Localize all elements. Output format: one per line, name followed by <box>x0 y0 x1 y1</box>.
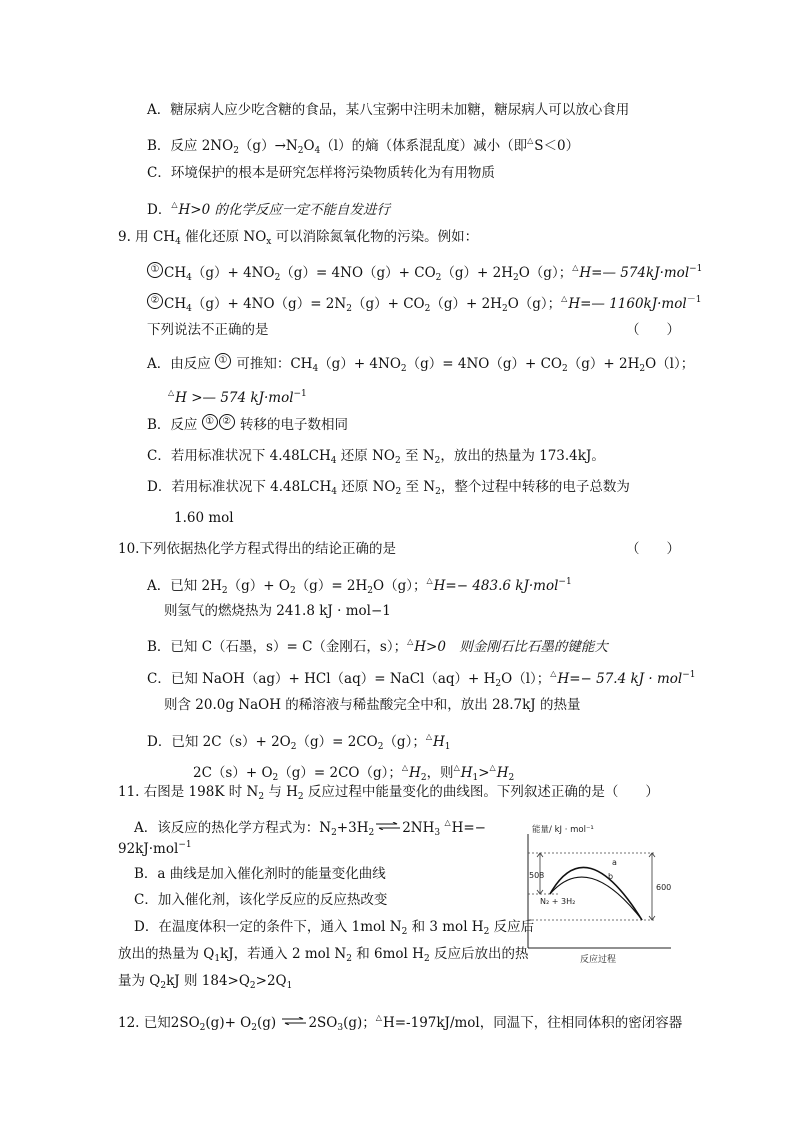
delta-symbol: △ <box>407 637 414 646</box>
value-508: 508 <box>529 871 545 880</box>
delta-symbol: △ <box>550 669 557 678</box>
q11-option-d: D．在温度体积一定的条件下，通入 1mol $N_2$ 和 3 mol $H_2$ 反应后 <box>134 919 535 937</box>
equilibrium-arrow-icon <box>282 1017 306 1025</box>
delta-symbol: △ <box>375 1013 382 1022</box>
q10-stem: 10.下列依据热化学方程式得出的结论正确的是 <box>118 541 396 557</box>
circled-number-2: ② <box>147 293 163 309</box>
circled-number-2: ② <box>219 414 235 430</box>
delta-symbol: △ <box>171 200 178 209</box>
q9-option-d: D．若用标准状况下 $4.48LCH_4$ 还原 $NO_2$ 至 $N_2$，整个过程中转移的电子总数为 <box>147 479 630 497</box>
q9-option-a-cont: △H >— 574 kJ·mol$^{-1}$ <box>168 388 307 406</box>
q11-option-b: B．a 曲线是加入催化剂时的能量变化曲线 <box>134 866 386 882</box>
q9-option-d-cont: 1.60 mol <box>174 510 234 526</box>
q8-option-c: C．环境保护的根本是研究怎样将污染物质转化为有用物质 <box>147 165 495 181</box>
value-600: 600 <box>656 883 672 892</box>
q9-equation-1: ① $CH_4(g)+ 4NO_2(g)= 4NO(g)+ CO_2(g)+ 2H_2O(g)$；△H=— 574kJ·mol$^{-1}$ <box>147 258 702 283</box>
circled-number-1: ① <box>147 262 163 278</box>
q11-option-c: C．加入催化剂，该化学反应的反应热改变 <box>134 892 388 908</box>
delta-symbol: △ <box>453 763 460 772</box>
q9-equation-2: ② $CH_4(g)+ 4NO(g)= 2N_2(g)+ CO_2(g)+ 2H_2O(g)$；△H=— 1160kJ·mol$^{-1}$ <box>147 289 701 314</box>
curve-a-label: a <box>612 858 617 867</box>
curve-b-label: b <box>608 872 614 881</box>
x-axis-label: 反应过程 <box>580 955 617 965</box>
reactants-label: N₂ + 3H₂ <box>540 897 576 906</box>
circled-number-1: ① <box>202 414 218 430</box>
y-axis-label: 能量/ kJ · mol⁻¹ <box>532 825 594 835</box>
q9-option-b: B．反应 ① ② 转移的电子数相同 <box>147 416 349 433</box>
delta-symbol: △ <box>444 818 451 827</box>
q12-stem: 12. 已知$2SO_2(g)+ O_2(g)$ $2SO_3(g)$；△H=-197kJ/mol，同温下，往相同体积的密闭容器 <box>118 1013 683 1033</box>
q10-option-d-cont: $2C(s)+ O_2(g)= 2CO(g)$；$^\triangle H_2$，则$^\triangle H_1>^\triangle H_2$ <box>193 763 515 783</box>
delta-symbol: △ <box>425 732 432 741</box>
equilibrium-arrow-icon <box>376 822 400 830</box>
delta-symbol: △ <box>401 763 409 772</box>
q10-option-d: D．已知 $2C(s)+ 2O_2(g)= 2CO_2(g)$；$^\triangle H_1$ <box>147 732 451 752</box>
q9-answer-bracket: （ ） <box>626 322 680 338</box>
q9-stem: 9. 用 $CH_4$ 催化还原 $NO_x$ 可以消除氮氧化物的污染。例如： <box>118 229 479 247</box>
q9-option-a: A．由反应 ① 可推知：$CH_4(g)+ 4NO_2(g)= 4NO(g)+ CO_2(g)+ 2H_2O(l)$； <box>147 355 695 374</box>
q10-option-a: A．已知 $2H_2(g)+ O_2(g)= 2H_2O(g)$；△H=− 483.6 kJ·mol$^{-1}$ <box>147 576 572 596</box>
delta-symbol: △ <box>572 263 579 272</box>
delta-symbol: △ <box>527 136 534 145</box>
q11-stem: 11. 右图是 198K 时 $N_2$ 与 $H_2$ 反应过程中能量变化的曲线图。下列叙述正确的是（ ） <box>118 784 659 802</box>
q10-option-c-cont: 则含 20.0g NaOH 的稀溶液与稀盐酸完全中和，放出 28.7kJ 的热量 <box>164 697 581 713</box>
circled-number-1: ① <box>215 353 231 369</box>
q10-answer-bracket: （ ） <box>626 541 680 557</box>
delta-symbol: △ <box>489 763 496 772</box>
delta-symbol: △ <box>168 388 175 397</box>
delta-symbol: △ <box>426 576 433 585</box>
q9-option-c: C．若用标准状况下 $4.48LCH_4$ 还原 $NO_2$ 至 $N_2$，放出的热量为 173.4kJ。 <box>147 448 605 466</box>
q10-option-c: C．已知 NaOH（ag）+ HCl（aq）= NaCl（aq）+ $H_2O(l)$；△H=− 57.4 kJ · mol$^{-1}$ <box>147 669 696 689</box>
q8-option-a: A．糖尿病人应少吃含糖的食品，某八宝粥中注明未加糖，糖尿病人可以放心食用 <box>147 102 630 118</box>
q8-option-b: B．反应 $2NO_2(g)\to N_2O_4(l)$的熵（体系混乱度）减小（即△S＜0） <box>147 136 580 156</box>
delta-symbol: △ <box>561 294 568 303</box>
q11-option-d-cont-2: 量为 $Q_2kJ$ 则 $184>Q_2>2Q_1$ <box>118 973 293 991</box>
curve-a <box>550 867 642 920</box>
q8-option-d: D．△H>0 的化学反应一定不能自发进行 <box>147 200 390 218</box>
q10-option-b: B．已知 C（石墨，s）= C（金刚石，s）；△H>0 则金刚石比石墨的键能大 <box>147 637 608 655</box>
q11-option-d-cont: 放出的热量为 $Q_1kJ$，若通入 2 mol $N_2$ 和 6mol $H_2$ 反应后放出的热 <box>118 946 529 964</box>
q10-option-a-cont: 则氢气的燃烧热为 241.8 kJ · mol−1 <box>164 603 391 619</box>
energy-diagram <box>516 820 676 966</box>
q9-question: 下列说法不正确的是 <box>147 322 269 338</box>
q11-option-a-cont: 92kJ·mol$^{-1}$ <box>118 840 192 857</box>
q11-option-a: A．该反应的热化学方程式为：$N_2+3H_2$ $2NH_3$ △H=− <box>134 818 486 838</box>
